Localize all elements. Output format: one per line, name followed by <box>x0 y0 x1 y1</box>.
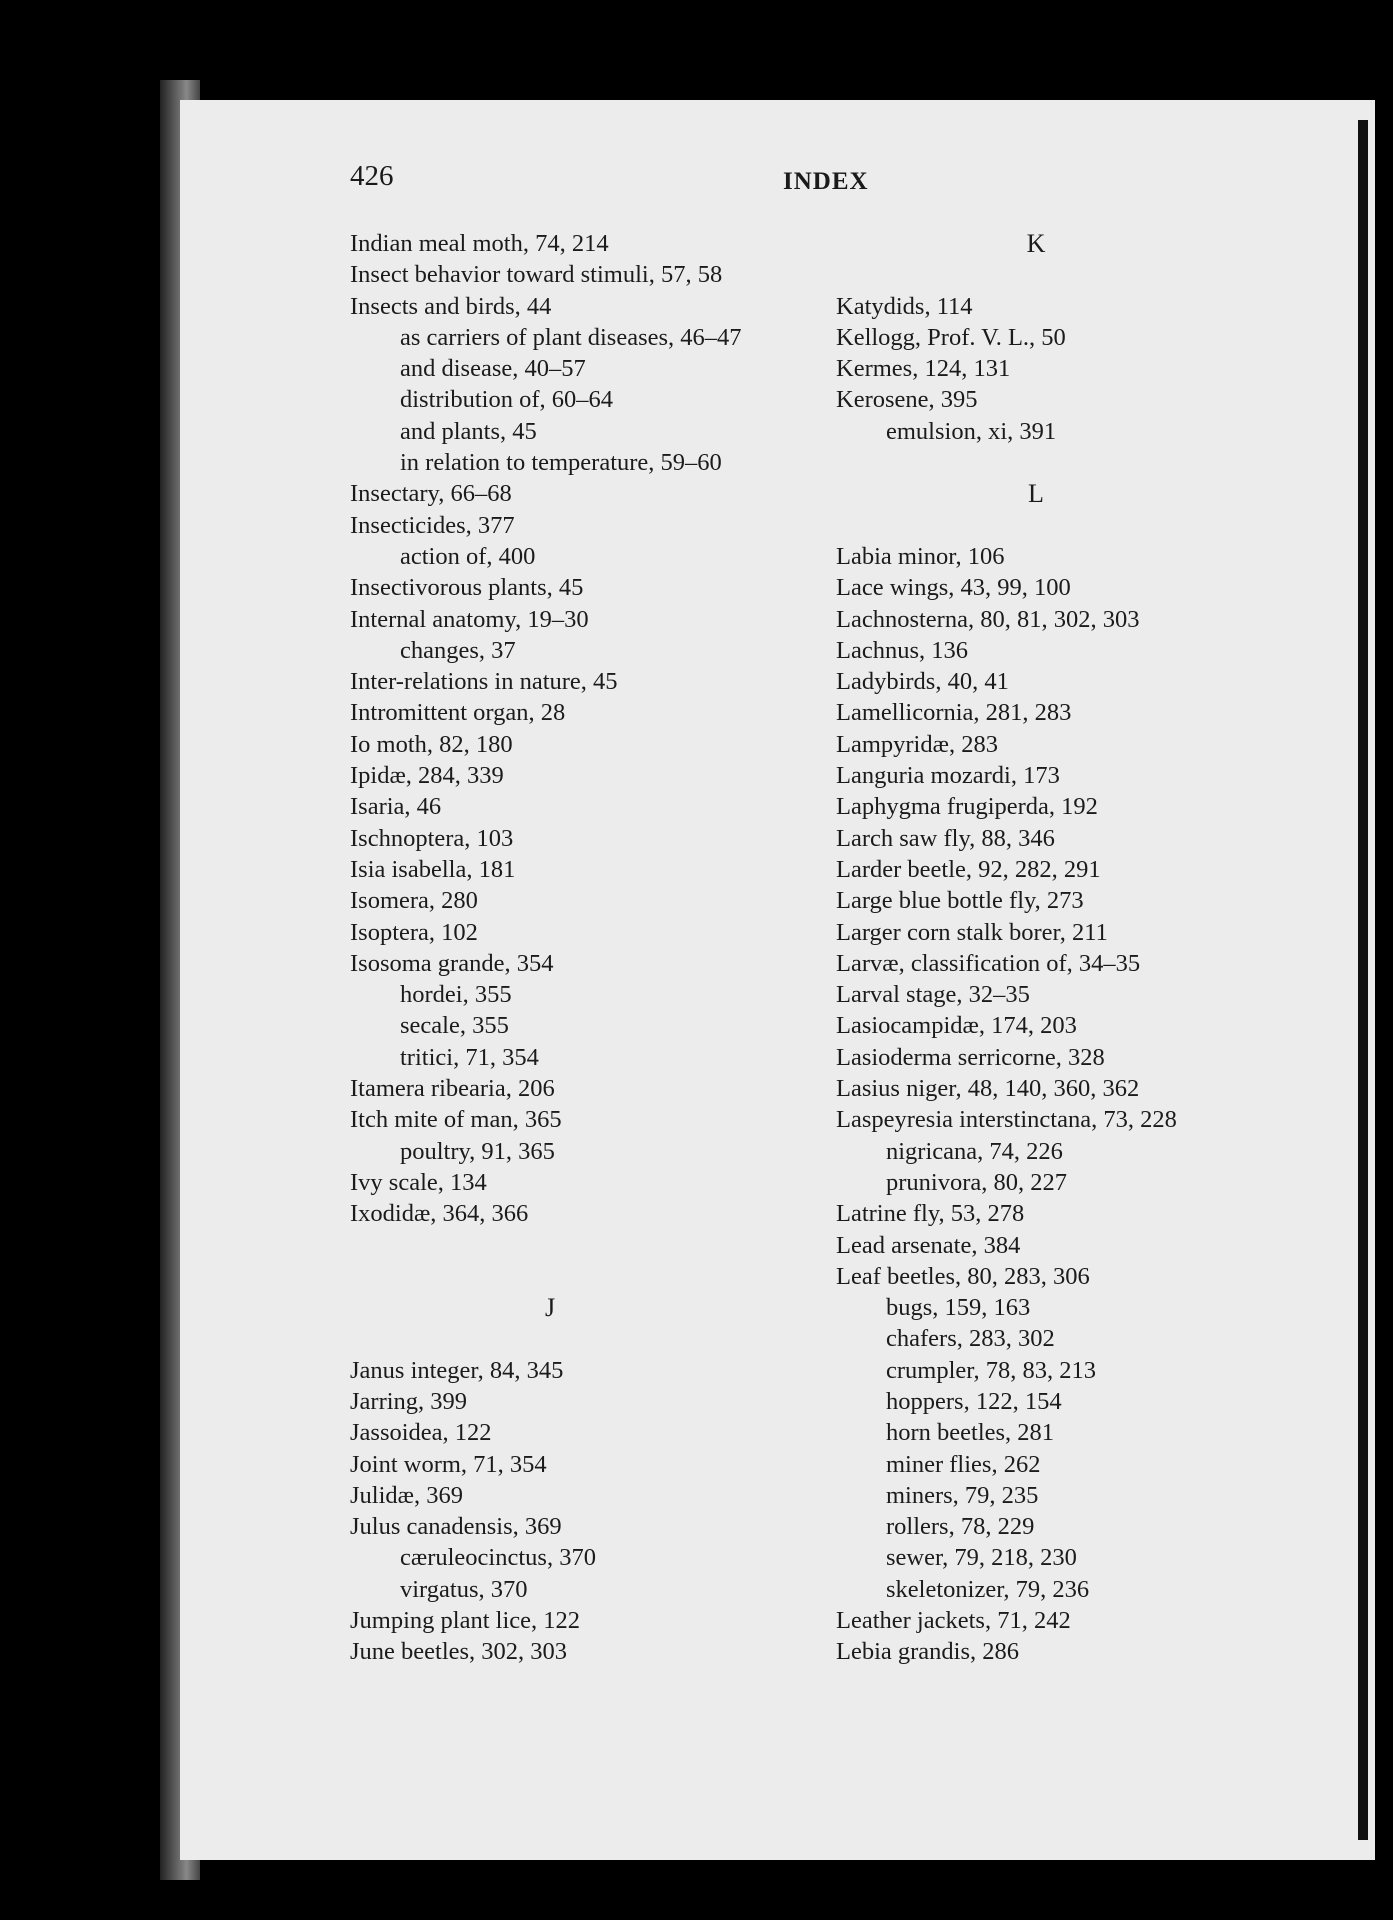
index-subentry: poultry, 91, 365 <box>400 1137 555 1165</box>
index-subentry: cæruleocinctus, 370 <box>400 1544 596 1572</box>
section-letter: K <box>1026 229 1046 258</box>
index-subentry: as carriers of plant diseases, 46–47 <box>400 323 742 351</box>
page-header <box>0 160 1393 200</box>
index-entry: Lachnus, 136 <box>836 636 968 664</box>
index-entry: Itamera ribearia, 206 <box>350 1075 555 1103</box>
index-entry: Lasius niger, 48, 140, 360, 362 <box>836 1075 1140 1103</box>
index-entry: Kellogg, Prof. V. L., 50 <box>836 323 1066 351</box>
index-entry: Internal anatomy, 19–30 <box>350 605 589 633</box>
index-subentry: nigricana, 74, 226 <box>886 1137 1063 1165</box>
index-entry: Katydids, 114 <box>836 292 973 320</box>
index-entry: Insecticides, 377 <box>350 511 515 539</box>
spacer <box>836 259 1236 290</box>
index-subentry: prunivora, 80, 227 <box>886 1168 1067 1196</box>
index-entry: Ischnoptera, 103 <box>350 824 514 852</box>
index-subentry: and disease, 40–57 <box>400 355 586 383</box>
index-entry: Io moth, 82, 180 <box>350 730 513 758</box>
spacer <box>350 1323 750 1354</box>
index-entry: Leather jackets, 71, 242 <box>836 1607 1071 1635</box>
running-title: INDEX <box>783 168 869 195</box>
index-entry: Julidæ, 369 <box>350 1481 463 1509</box>
index-subentry: miner flies, 262 <box>886 1450 1041 1478</box>
index-entry: Lace wings, 43, 99, 100 <box>836 574 1071 602</box>
index-subentry: crumpler, 78, 83, 213 <box>886 1356 1096 1384</box>
index-entry: Ixodidæ, 364, 366 <box>350 1200 529 1228</box>
index-entry: Kerosene, 395 <box>836 386 978 414</box>
index-entry: Larder beetle, 92, 282, 291 <box>836 855 1101 883</box>
index-entry: Lasiocampidæ, 174, 203 <box>836 1012 1077 1040</box>
index-entry: Isoptera, 102 <box>350 918 478 946</box>
index-entry: Lamellicornia, 281, 283 <box>836 699 1072 727</box>
index-entry: Languria mozardi, 173 <box>836 762 1060 790</box>
index-entry: Ipidæ, 284, 339 <box>350 762 504 790</box>
index-entry: Janus integer, 84, 345 <box>350 1356 564 1384</box>
index-subentry: hordei, 355 <box>400 981 512 1009</box>
index-subentry: secale, 355 <box>400 1012 509 1040</box>
index-subentry: distribution of, 60–64 <box>400 386 614 414</box>
index-subentry: bugs, 159, 163 <box>886 1294 1031 1322</box>
index-subentry: rollers, 78, 229 <box>886 1513 1035 1541</box>
index-entry: Laspeyresia interstinctana, 73, 228 <box>836 1106 1177 1134</box>
index-entry: Insect behavior toward stimuli, 57, 58 <box>350 261 723 289</box>
index-subentry: skeletonizer, 79, 236 <box>886 1575 1090 1603</box>
spacer <box>350 1230 750 1293</box>
index-entry: Isosoma grande, 354 <box>350 949 554 977</box>
index-entry: Inter-relations in nature, 45 <box>350 668 618 696</box>
index-entry: Lebia grandis, 286 <box>836 1638 1020 1666</box>
index-entry: Julus canadensis, 369 <box>350 1513 562 1541</box>
index-entry: Intromittent organ, 28 <box>350 699 566 727</box>
index-entry: Larch saw fly, 88, 346 <box>836 824 1055 852</box>
index-entry: Isaria, 46 <box>350 793 442 821</box>
index-entry: Lampyridæ, 283 <box>836 730 998 758</box>
index-entry: Leaf beetles, 80, 283, 306 <box>836 1262 1090 1290</box>
page-number: 426 <box>350 160 394 192</box>
index-subentry: chafers, 283, 302 <box>886 1325 1055 1353</box>
index-subentry: sewer, 79, 218, 230 <box>886 1544 1077 1572</box>
section-letter: L <box>1028 479 1044 509</box>
index-entry: Ivy scale, 134 <box>350 1168 487 1196</box>
index-entry: Larger corn stalk borer, 211 <box>836 918 1108 946</box>
index-entry: Labia minor, 106 <box>836 542 1005 570</box>
index-entry: Ladybirds, 40, 41 <box>836 668 1009 696</box>
index-entry: Insectivorous plants, 45 <box>350 574 584 602</box>
index-entry: Indian meal moth, 74, 214 <box>350 230 609 257</box>
spacer <box>836 510 1236 541</box>
index-entry: Lasioderma serricorne, 328 <box>836 1043 1105 1071</box>
index-entry: Larvæ, classification of, 34–35 <box>836 949 1141 977</box>
index-entry: Joint worm, 71, 354 <box>350 1450 547 1478</box>
index-column-right <box>836 228 1236 1668</box>
index-entry: Insectary, 66–68 <box>350 480 512 508</box>
index-entry: Jassoidea, 122 <box>350 1419 492 1447</box>
index-entry: Insects and birds, 44 <box>350 292 552 320</box>
index-entry: Jumping plant lice, 122 <box>350 1607 580 1635</box>
index-entry: Jarring, 399 <box>350 1387 468 1415</box>
index-entry: Itch mite of man, 365 <box>350 1106 562 1134</box>
index-entry: June beetles, 302, 303 <box>350 1638 568 1666</box>
index-subentry: changes, 37 <box>400 636 516 664</box>
index-subentry: horn beetles, 281 <box>886 1419 1055 1447</box>
index-entry: Laphygma frugiperda, 192 <box>836 793 1098 821</box>
index-subentry: in relation to temperature, 59–60 <box>400 449 722 477</box>
index-subentry: hoppers, 122, 154 <box>886 1387 1062 1415</box>
index-entry: Isomera, 280 <box>350 887 478 915</box>
index-subentry: virgatus, 370 <box>400 1575 528 1603</box>
page-edge <box>1358 120 1368 1840</box>
spacer <box>836 447 1236 478</box>
index-subentry: action of, 400 <box>400 542 536 570</box>
index-subentry: miners, 79, 235 <box>886 1481 1039 1509</box>
index-entry: Large blue bottle fly, 273 <box>836 887 1084 915</box>
index-entry: Lachnosterna, 80, 81, 302, 303 <box>836 605 1140 633</box>
index-subentry: tritici, 71, 354 <box>400 1043 539 1071</box>
index-entry: Kermes, 124, 131 <box>836 355 1011 383</box>
index-entry: Larval stage, 32–35 <box>836 981 1030 1009</box>
index-entry: Isia isabella, 181 <box>350 855 516 883</box>
index-entry: Latrine fly, 53, 278 <box>836 1200 1025 1228</box>
index-subentry: and plants, 45 <box>400 417 537 445</box>
section-letter: J <box>544 1293 556 1323</box>
index-subentry: emulsion, xi, 391 <box>886 417 1057 445</box>
index-entry: Lead arsenate, 384 <box>836 1231 1021 1259</box>
index-column-left <box>350 228 750 1668</box>
